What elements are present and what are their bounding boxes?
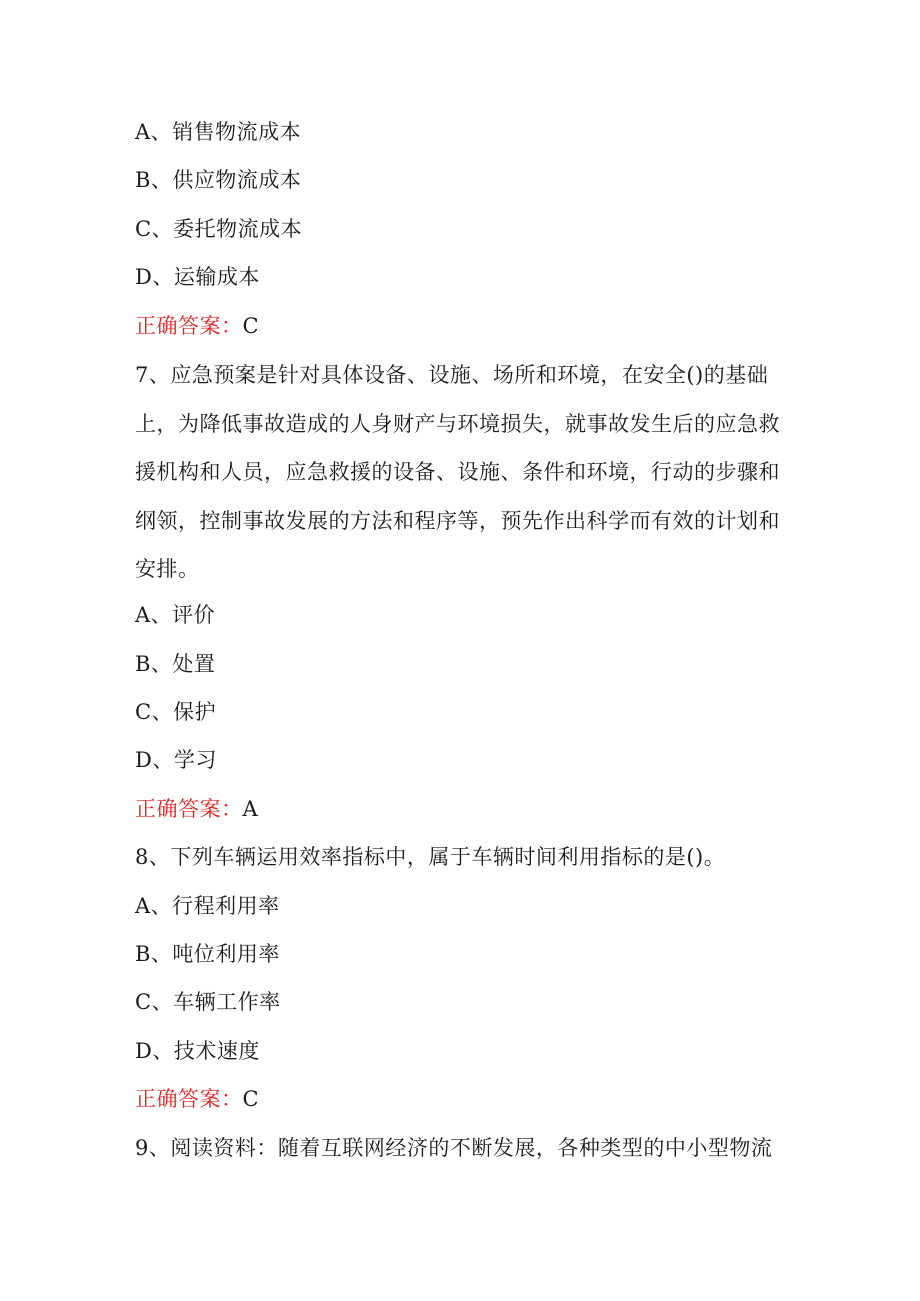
q6-option-c: C、委托物流成本 [135,217,303,241]
q8-option-a: A、行程利用率 [135,894,280,918]
q6-option-d: D、运输成本 [135,265,260,289]
q7-question-text: 7、应急预案是针对具体设备、设施、场所和环境，在安全()的基础上，为降低事故造成的人身财产与环境损失，就事故发生后的应急救援机构和人员，应急救援的设备、设施、条件和环境，行动的步骤和纲领，控制事故发展的方法和程序等，预先作出科学而有效的计划和安排。 [135,363,780,581]
q6-answer-value: C [242,314,260,338]
q7-answer-value: A [242,797,259,821]
q7-option-d: D、学习 [135,748,217,772]
q8-answer-value: C [242,1087,260,1111]
q8-question-text: 8、下列车辆运用效率指标中，属于车辆时间利用指标的是()。 [135,845,726,869]
q7-answer-label: 正确答案： [135,797,243,821]
q9-question-text: 9、阅读资料：随着互联网经济的不断发展，各种类型的中小型物流 [135,1136,773,1160]
q6-answer-label: 正确答案： [135,314,243,338]
q7-option-c: C、保护 [135,700,217,724]
q8-answer [135,1085,259,1113]
q8-option-d: D、技术速度 [135,1039,260,1063]
q7-option-b: B、处置 [135,652,216,676]
q8-answer-label: 正确答案： [135,1087,243,1111]
q6-answer [135,312,259,340]
q8-option-b: B、吨位利用率 [135,942,280,966]
q6-option-b: B、供应物流成本 [135,168,302,192]
q6-option-a: A、销售物流成本 [135,120,302,144]
q7-option-a: A、评价 [135,603,216,627]
q8-option-c: C、车辆工作率 [135,990,281,1014]
q7-answer [135,795,258,823]
